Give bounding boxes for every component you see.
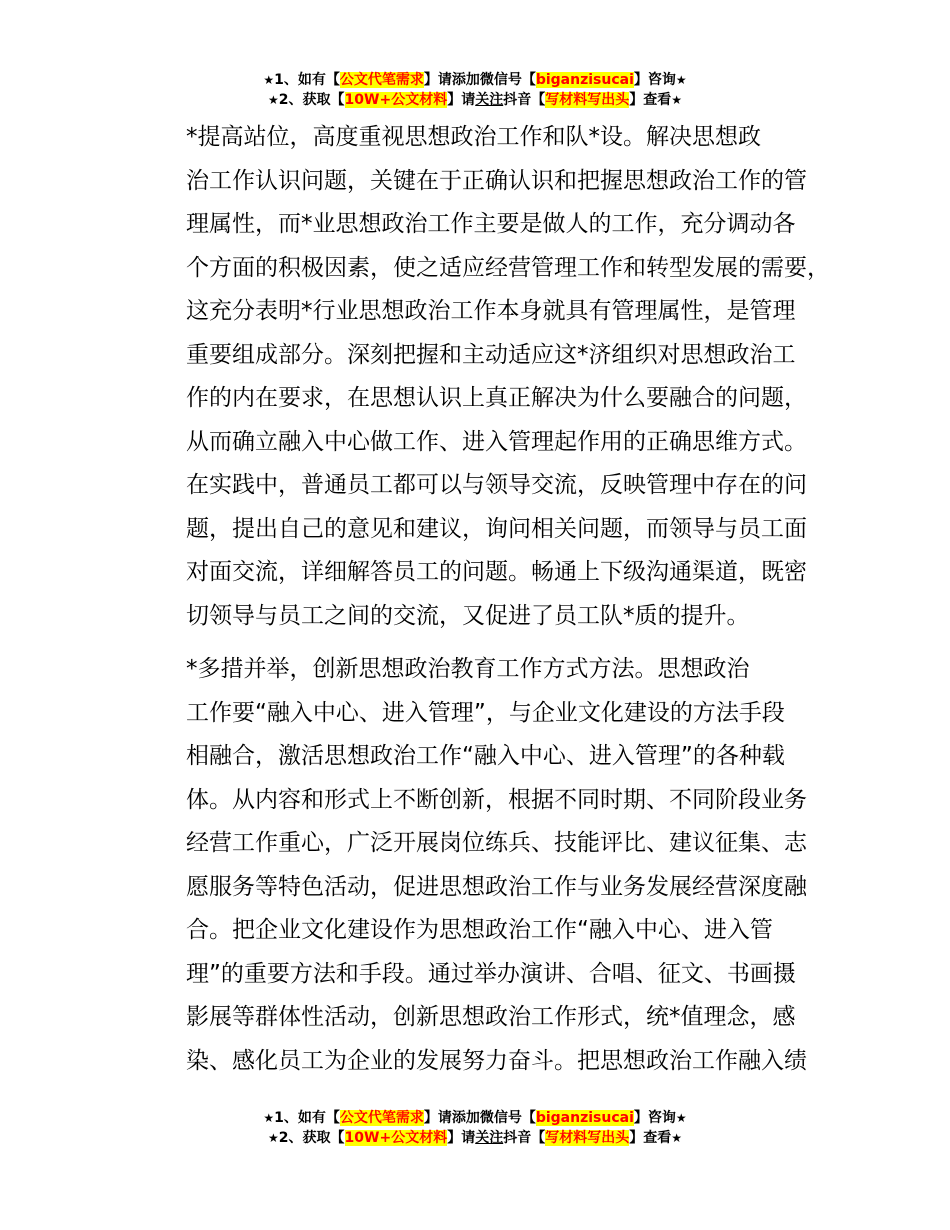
header-line-2-prefix: 2、获取【 — [278, 92, 345, 108]
footer-line-1-prefix: 1、如有【 — [274, 1110, 340, 1126]
text-line: 对面交流，详细解答员工的问题。畅通上下级沟通渠道，既密 — [186, 559, 807, 585]
header-line-2-highlight-materials: 10W+公文材料 — [344, 92, 448, 108]
header-line-2-mid2: 抖音【 — [503, 92, 546, 108]
text-line: 从而确立融入中心做工作、进入管理起作用的正确思维方式。 — [186, 428, 807, 455]
text-line: 重要组成部分。深刻把握和主动适应这*济组织对思想政治工 — [186, 341, 796, 368]
footer-line-1 — [0, 1108, 950, 1128]
footer-line-2-mid: 】请 — [447, 1130, 476, 1146]
text-line: 题，提出自己的意见和建议，询问相关问题，而领导与员工面 — [186, 515, 807, 542]
header-line-1-suffix: 】咨询 — [633, 72, 676, 88]
header-line-1-highlight-wechat: biganzisucai — [535, 72, 634, 88]
text-line: 经营工作重心，广泛开展岗位练兵、技能评比、建议征集、志 — [186, 830, 807, 856]
header-line-2-mid: 】请 — [447, 92, 476, 108]
header-line-2-suffix: 】查看 — [629, 92, 672, 108]
footer-banner — [0, 1108, 950, 1148]
footer-line-1-highlight-wechat: biganzisucai — [535, 1110, 634, 1126]
header-line-1-mid: 】请 — [423, 72, 452, 88]
star-icon: ★ — [675, 73, 687, 87]
header-line-2-emphasis: 关注 — [475, 92, 504, 108]
footer-line-2-highlight-materials: 10W+公文材料 — [344, 1130, 448, 1146]
text-line: *多措并举，创新思想政治教育工作方式方法。思想政治 — [186, 656, 750, 682]
text-line: *提高站位，高度重视思想政治工作和队*设。解决思想政 — [186, 124, 761, 150]
star-icon: ★ — [671, 1131, 682, 1145]
header-banner — [0, 70, 950, 110]
text-line: 体。从内容和形式上不断创新，根据不同时期、不同阶段业务 — [186, 786, 807, 813]
header-line-2-highlight-douyin: 写材料写出头 — [545, 92, 630, 108]
footer-line-2-highlight-douyin: 写材料写出头 — [545, 1130, 630, 1146]
star-icon: ★ — [268, 1131, 279, 1145]
footer-line-1-mid2: 微信号【 — [479, 1110, 536, 1126]
text-line: 个方面的积极因素，使之适应经营管理工作和转型发展的需要， — [186, 254, 830, 281]
text-line: 这充分表明*行业思想政治工作本身就具有管理属性，是管理 — [186, 298, 796, 324]
document-body — [140, 116, 830, 1083]
text-line: 染、感化员工为企业的发展努力奋斗。把思想政治工作融入绩 — [186, 1047, 807, 1074]
text-line: 影展等群体性活动，创新思想政治工作形式，统*值理念，感 — [186, 1004, 796, 1030]
star-icon: ★ — [671, 93, 682, 107]
text-line: 理”的重要方法和手段。通过举办演讲、合唱、征文、书画摄 — [186, 960, 796, 987]
footer-line-1-suffix: 】咨询 — [633, 1110, 676, 1126]
paragraph-1 — [140, 116, 830, 638]
footer-line-2-suffix: 】查看 — [629, 1130, 672, 1146]
text-line: 工作要“融入中心、进入管理”，与企业文化建设的方法手段 — [186, 699, 785, 726]
header-line-1-mid2: 微信号【 — [479, 72, 536, 88]
header-line-1-prefix: 1、如有【 — [274, 72, 340, 88]
text-line: 理属性，而*业思想政治工作主要是做人的工作，充分调动各 — [186, 211, 796, 237]
footer-line-2-emphasis: 关注 — [475, 1130, 504, 1146]
text-line: 在实践中，普通员工都可以与领导交流，反映管理中存在的问 — [186, 472, 807, 498]
star-icon: ★ — [263, 73, 275, 87]
footer-line-2-prefix: 2、获取【 — [278, 1130, 345, 1146]
footer-line-2-mid2: 抖音【 — [503, 1130, 546, 1146]
star-icon: ★ — [268, 93, 279, 107]
text-line: 合。把企业文化建设作为思想政治工作“融入中心、进入管 — [186, 917, 773, 943]
text-line: 愿服务等特色活动，促进思想政治工作与业务发展经营深度融 — [186, 873, 807, 900]
text-line: 治工作认识问题，关键在于正确认识和把握思想政治工作的管 — [186, 167, 807, 194]
footer-line-1-highlight-service: 公文代笔需求 — [339, 1110, 424, 1126]
footer-line-1-mid: 】请 — [423, 1110, 452, 1126]
header-line-1-emphasis: 添加 — [451, 72, 480, 88]
header-line-1 — [0, 70, 950, 90]
star-icon: ★ — [263, 1111, 275, 1125]
header-line-2 — [0, 90, 950, 110]
footer-line-1-emphasis: 添加 — [451, 1110, 480, 1126]
paragraph-2 — [140, 648, 830, 1083]
text-line: 相融合，激活思想政治工作“融入中心、进入管理”的各种载 — [186, 743, 785, 769]
footer-line-2 — [0, 1128, 950, 1148]
header-line-1-highlight-service: 公文代笔需求 — [339, 72, 424, 88]
star-icon: ★ — [675, 1111, 687, 1125]
text-line: 作的内在要求，在思想认识上真正解决为什么要融合的问题， — [186, 385, 807, 411]
text-line: 切领导与员工之间的交流，又促进了员工队*质的提升。 — [186, 602, 750, 629]
